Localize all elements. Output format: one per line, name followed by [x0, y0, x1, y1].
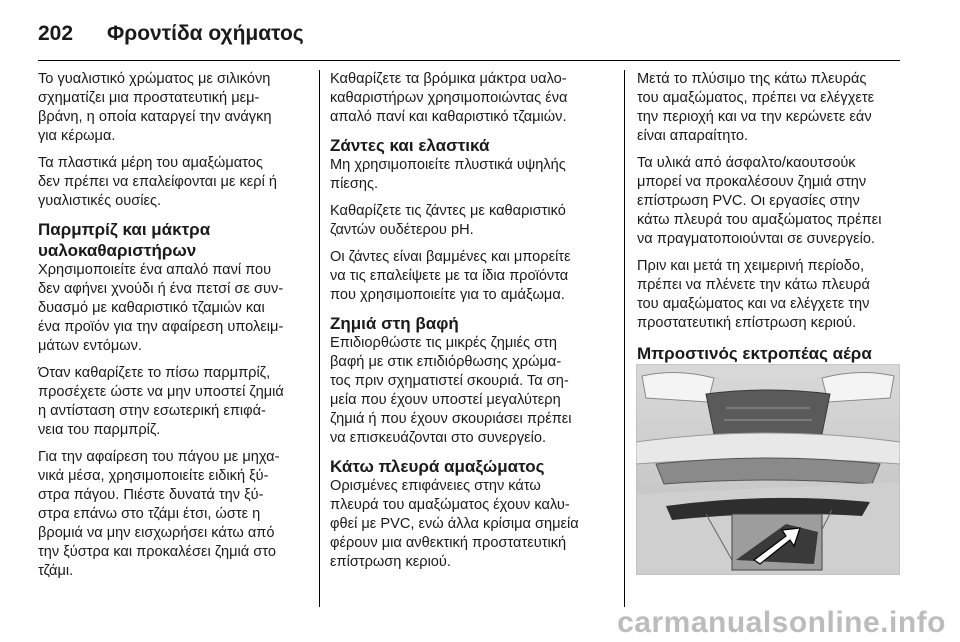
paragraph: Καθαρίζετε τις ζάντες με καθαριστικό ζαντών ουδέτερου pH. — [330, 203, 566, 238]
paragraph: Το γυαλιστικό χρώματος με σιλικόνη σχηματίζει μια προστατευτική μεμ- βράνη, η οποία καταργεί την ανάγκη για κέρωμα. — [38, 71, 272, 144]
section-heading-underbody: Κάτω πλευρά αμαξώματος — [330, 457, 545, 476]
header-rule — [38, 60, 900, 61]
column-1 — [38, 70, 308, 589]
section-heading-wheels-tyres: Ζάντες και ελαστικά — [330, 136, 490, 155]
paragraph: Επιδιορθώστε τις μικρές ζημιές στη βαφή με στικ επιδιόρθωσης χρώμα- τος πριν σχηματιστεί σκουριά. Τα ση- μεία που έχουν υποστεί μεγαλύτερη ζημιά ή που έχουν σκουριάσει πρέπει να επισκευάζονται στο συνεργείο. — [330, 335, 572, 446]
paragraph: Καθαρίζετε τα βρόμικα μάκτρα υαλο- καθαριστήρων χρησιμοποιώντας ένα απαλό πανί και καθαριστικό τζαμιών. — [330, 71, 568, 125]
watermark: carmanualsonline.info — [617, 606, 946, 639]
column-divider — [624, 70, 625, 607]
paragraph: Μετά το πλύσιμο της κάτω πλευράς του αμαξώματος, πρέπει να ελέγχετε την περιοχή και να την κερώνετε εάν είναι απαραίτητο. — [637, 71, 875, 144]
column-divider — [319, 70, 320, 607]
section-heading-windscreen-wipers: Παρμπρίζ και μάκτρα υαλοκαθαριστήρων — [38, 220, 211, 260]
paragraph: Τα υλικά από άσφαλτο/καουτσούκ μπορεί να προκαλέσουν ζημιά στην επίστρωση PVC. Οι εργασίες στην κάτω πλευρά του αμαξώματος πρέπει να πραγματοποιούνται σε συνεργείο. — [637, 155, 882, 247]
section-heading-front-air-deflector: Μπροστινός εκτροπέας αέρα — [637, 344, 872, 363]
paragraph: Τα πλαστικά μέρη του αμαξώματος δεν πρέπει να επαλείφονται με κερί ή γυαλιστικές ουσίες. — [38, 155, 278, 209]
car-front-icon — [636, 364, 900, 575]
paragraph: Όταν καθαρίζετε το πίσω παρμπρίζ, προσέχετε ώστε να μην υποστεί ζημιά η αντίσταση στην εσωτερική επιφά- νεια του παρμπρίζ. — [38, 365, 284, 438]
column-3 — [637, 70, 901, 364]
paragraph: Μη χρησιμοποιείτε πλυστικά υψηλής πίεσης. — [330, 157, 566, 192]
paragraph: Για την αφαίρεση του πάγου με μηχα- νικά μέσα, χρησιμοποιείτε ειδική ξύ- στρα πάγου. Πιέστε δυνατά την ξύ- στρα επάνω στο τζάμι έτσι, ώστε η βρομιά να μην εισχωρήσει κάτω από την ξύστρα και προκαλέσει ζημιά στο τζάμι. — [38, 449, 280, 579]
section-heading-paint-damage: Ζημιά στη βαφή — [330, 314, 459, 333]
page-header — [0, 0, 960, 66]
paragraph: Ορισμένες επιφάνειες στην κάτω πλευρά του αμαξώματος έχουν καλυ- φθεί με PVC, ενώ άλλα κρίσιμα σημεία φέρουν μια ανθεκτική προστατευτική επίστρωση κεριού. — [330, 478, 579, 570]
page-title: Φροντίδα οχήματος — [107, 22, 304, 45]
paragraph: Οι ζάντες είναι βαμμένες και μπορείτε να τις επαλείψετε με τα ίδια προϊόντα που χρησιμοποιείτε για το αμάξωμα. — [330, 249, 571, 303]
paragraph: Χρησιμοποιείτε ένα απαλό πανί που δεν αφήνει χνούδι ή ένα πετσί σε συν- δυασμό με καθαριστικό τζαμιών και ένα προϊόν για την αφαίρεση υπολειμ- μάτων εντόμων. — [38, 262, 284, 354]
column-2 — [330, 70, 608, 580]
page-number: 202 — [38, 22, 74, 45]
front-air-deflector-illustration — [636, 364, 900, 575]
paragraph: Πριν και μετά τη χειμερινή περίοδο, πρέπει να πλένετε την κάτω πλευρά του αμαξώματος και να ελέγχετε την προστατευτική επίστρωση κεριού. — [637, 258, 870, 331]
